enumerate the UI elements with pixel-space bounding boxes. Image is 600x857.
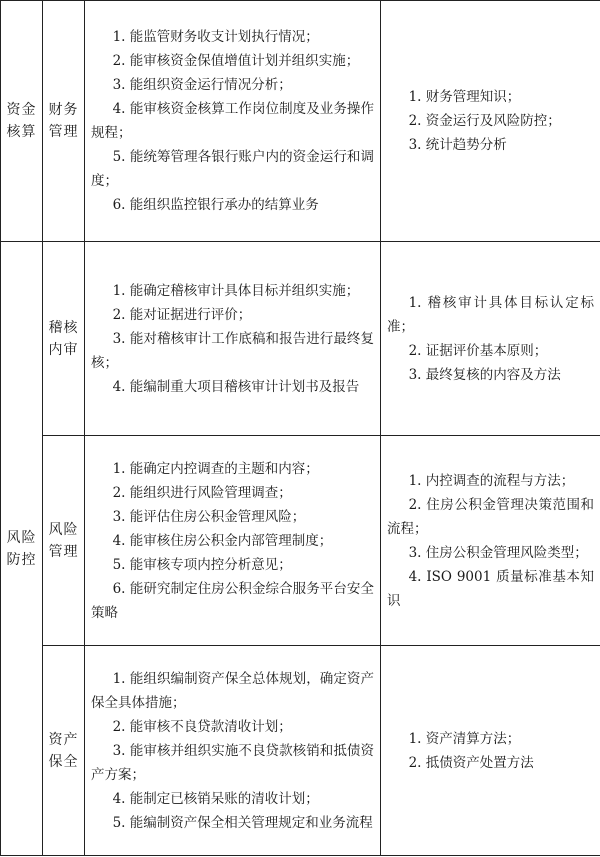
- table-row: [1, 646, 600, 856]
- subcategory-cell: 稽核 内审: [43, 242, 85, 436]
- skill-item: 3. 能评估住房公积金管理风险；: [112, 508, 306, 525]
- knowledge-item: 1. 稽核审计具体目标认定标准；: [387, 294, 594, 335]
- knowledge-item: 1. 内控调查的流程与方法；: [408, 472, 575, 489]
- category-cell: 风险 防控: [1, 242, 43, 856]
- knowledge-item: 2. 证据评价基本原则；: [408, 342, 548, 359]
- skill-item: 3. 能审核并组织实施不良贷款核销和抵债资产方案；: [91, 742, 374, 783]
- skill-item: 1. 能监管财务收支计划执行情况；: [112, 29, 319, 45]
- skill-item: 2. 能组织进行风险管理调查；: [112, 484, 292, 501]
- skill-item: 4. 能制定已核销呆账的清收计划；: [112, 790, 319, 807]
- skills-cell: [85, 436, 381, 646]
- skill-item: 5. 能审核专项内控分析意见；: [112, 556, 292, 573]
- skill-item: 2. 能审核资金保值增值计划并组织实施；: [112, 53, 360, 69]
- skill-item: 3. 能组织资金运行情况分析；: [112, 77, 292, 93]
- knowledge-item: 4. ISO 9001 质量标准基本知识: [387, 568, 594, 609]
- skill-item: 2. 能审核不良贷款清收计划；: [112, 718, 292, 735]
- knowledge-item: 2. 住房公积金管理决策范围和流程；: [387, 496, 594, 537]
- skill-item: 1. 能组织编制资产保全总体规划，确定资产保全具体措施；: [91, 670, 374, 711]
- knowledge-item: 1. 资产清算方法；: [408, 730, 521, 747]
- knowledge-cell: [381, 242, 600, 436]
- knowledge-item: 1. 财务管理知识；: [408, 89, 521, 105]
- subcategory-cell: 财务 管理: [43, 1, 85, 242]
- skills-cell: [85, 242, 381, 436]
- subcategory-cell: 风险 管理: [43, 436, 85, 646]
- knowledge-item: 3. 统计趋势分析: [408, 137, 507, 153]
- table-row: [1, 1, 600, 242]
- skill-item: 2. 能对证据进行评价；: [112, 306, 252, 323]
- knowledge-cell: [381, 436, 600, 646]
- knowledge-item: 3. 住房公积金管理风险类型；: [408, 544, 588, 561]
- category-cell: 资金 核算: [1, 1, 43, 242]
- skill-item: 5. 能编制资产保全相关管理规定和业务流程: [112, 814, 373, 831]
- skill-item: 6. 能组织监控银行承办的结算业务: [112, 197, 319, 213]
- skill-item: 4. 能审核住房公积金内部管理制度；: [112, 532, 333, 549]
- skills-cell: [85, 1, 381, 242]
- subcategory-cell: 资产 保全: [43, 646, 85, 856]
- knowledge-item: 2. 资金运行及风险防控；: [408, 113, 561, 129]
- skill-item: 3. 能对稽核审计工作底稿和报告进行最终复核；: [91, 330, 374, 371]
- knowledge-cell: [381, 646, 600, 856]
- skill-item: 6. 能研究制定住房公积金综合服务平台安全策略: [91, 580, 374, 621]
- skills-cell: [85, 646, 381, 856]
- skill-item: 4. 能审核资金核算工作岗位制度及业务操作规程；: [91, 101, 374, 141]
- knowledge-cell: [381, 1, 600, 242]
- knowledge-item: 2. 抵债资产处置方法: [408, 754, 534, 771]
- knowledge-item: 3. 最终复核的内容及方法: [408, 366, 561, 383]
- table-row: [1, 436, 600, 646]
- skill-item: 4. 能编制重大项目稽核审计计划书及报告: [112, 378, 360, 395]
- skill-item: 1. 能确定内控调查的主题和内容；: [112, 460, 319, 477]
- skill-item: 5. 能统筹管理各银行账户内的资金运行和调度；: [91, 149, 374, 189]
- skill-item: 1. 能确定稽核审计具体目标并组织实施；: [112, 282, 360, 299]
- table-row: [1, 242, 600, 436]
